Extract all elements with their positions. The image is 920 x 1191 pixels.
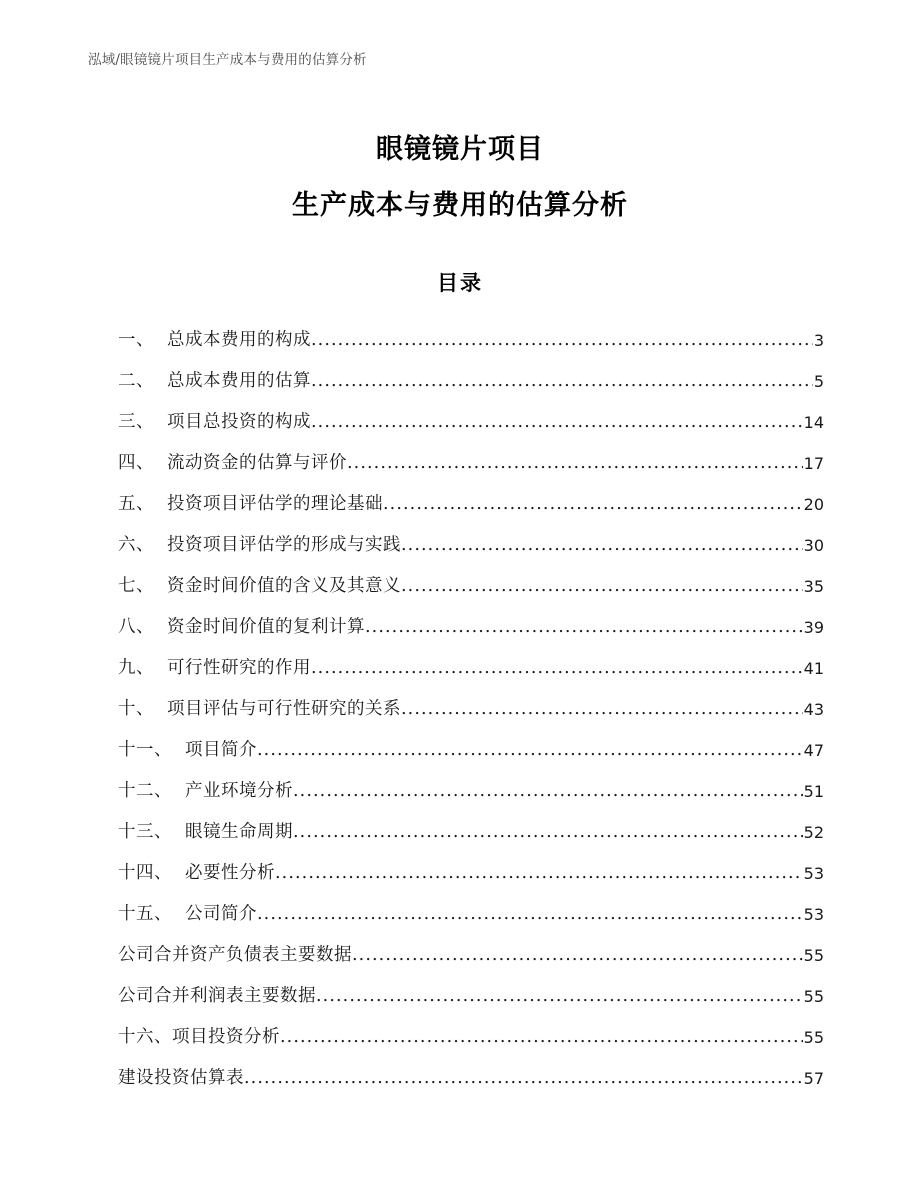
toc-entry[interactable] <box>118 525 824 566</box>
toc-entry-page-number: 55 <box>803 946 824 965</box>
toc-entry[interactable] <box>118 566 824 607</box>
toc-entry-label: 项目简介 <box>185 740 257 760</box>
toc-heading: 目录 <box>437 271 483 295</box>
toc-entry-page-number: 53 <box>803 905 824 924</box>
toc-entry-number: 十六、 <box>118 1027 172 1047</box>
toc-entry[interactable] <box>118 935 824 976</box>
toc-entry-number: 八、 <box>118 617 154 637</box>
toc-entry-page-number: 43 <box>803 700 824 719</box>
toc-entry-label: 必要性分析 <box>185 863 275 883</box>
toc-entry-label: 投资项目评估学的形成与实践 <box>167 535 401 555</box>
toc-entry-number: 十、 <box>118 699 154 719</box>
toc-dot-leader <box>257 894 803 935</box>
toc-entry[interactable] <box>118 443 824 484</box>
toc-entry[interactable] <box>118 1058 824 1099</box>
toc-entry[interactable] <box>118 320 824 361</box>
toc-entry-number: 四、 <box>118 453 154 473</box>
toc-dot-leader <box>311 402 803 443</box>
toc-entry-label: 总成本费用的估算 <box>167 371 311 391</box>
toc-dot-leader <box>311 648 803 689</box>
toc-dot-leader <box>311 320 813 361</box>
toc-entry-page-number: 55 <box>803 1028 824 1047</box>
toc-dot-leader <box>275 853 803 894</box>
toc-entry-number: 二、 <box>118 371 154 391</box>
table-of-contents <box>118 320 824 1099</box>
toc-entry-label: 公司简介 <box>185 904 257 924</box>
toc-entry-label: 项目总投资的构成 <box>167 412 311 432</box>
toc-entry-page-number: 5 <box>813 372 824 391</box>
toc-entry-page-number: 51 <box>803 782 824 801</box>
toc-entry-number: 一、 <box>118 330 154 350</box>
toc-entry-label: 资金时间价值的含义及其意义 <box>167 576 401 596</box>
toc-entry[interactable] <box>118 812 824 853</box>
toc-entry-number: 十五、 <box>118 904 172 924</box>
toc-entry[interactable] <box>118 894 824 935</box>
toc-dot-leader <box>257 730 803 771</box>
toc-entry[interactable] <box>118 607 824 648</box>
toc-entry-page-number: 20 <box>803 495 824 514</box>
toc-entry-page-number: 52 <box>803 823 824 842</box>
toc-entry-number: 五、 <box>118 494 154 514</box>
toc-entry[interactable] <box>118 1017 824 1058</box>
toc-entry-number: 七、 <box>118 576 154 596</box>
toc-entry[interactable] <box>118 648 824 689</box>
toc-dot-leader <box>293 812 803 853</box>
toc-entry-page-number: 14 <box>803 413 824 432</box>
toc-dot-leader <box>383 484 803 525</box>
toc-entry[interactable] <box>118 361 824 402</box>
toc-entry-page-number: 53 <box>803 864 824 883</box>
toc-entry-label: 项目评估与可行性研究的关系 <box>167 699 401 719</box>
toc-entry-number: 三、 <box>118 412 154 432</box>
toc-entry-label: 流动资金的估算与评价 <box>167 453 347 473</box>
toc-entry-page-number: 39 <box>803 618 824 637</box>
toc-entry-label: 公司合并资产负债表主要数据 <box>118 945 352 965</box>
toc-entry[interactable] <box>118 771 824 812</box>
running-header: 泓域/眼镜镜片项目生产成本与费用的估算分析 <box>88 52 367 68</box>
toc-entry-page-number: 41 <box>803 659 824 678</box>
toc-entry-label: 资金时间价值的复利计算 <box>167 617 365 637</box>
toc-entry-label: 项目投资分析 <box>172 1027 280 1047</box>
toc-entry-number: 十一、 <box>118 740 172 760</box>
toc-entry-page-number: 3 <box>813 331 824 350</box>
toc-entry-page-number: 35 <box>803 577 824 596</box>
toc-dot-leader <box>352 935 803 976</box>
toc-dot-leader <box>280 1017 803 1058</box>
document-title-line-2: 生产成本与费用的估算分析 <box>292 190 628 221</box>
toc-entry-label: 公司合并利润表主要数据 <box>118 986 316 1006</box>
toc-dot-leader <box>401 566 803 607</box>
toc-dot-leader <box>401 689 803 730</box>
toc-dot-leader <box>293 771 803 812</box>
title-block <box>0 122 920 234</box>
toc-dot-leader <box>316 976 803 1017</box>
toc-dot-leader <box>401 525 803 566</box>
toc-entry[interactable] <box>118 853 824 894</box>
toc-entry[interactable] <box>118 689 824 730</box>
toc-dot-leader <box>347 443 803 484</box>
toc-entry-number: 十二、 <box>118 781 172 801</box>
toc-entry-page-number: 17 <box>803 454 824 473</box>
toc-entry-page-number: 57 <box>803 1069 824 1088</box>
toc-entry-number: 十三、 <box>118 822 172 842</box>
toc-entry-label: 可行性研究的作用 <box>167 658 311 678</box>
toc-entry-page-number: 47 <box>803 741 824 760</box>
toc-dot-leader <box>365 607 803 648</box>
document-title-line-1: 眼镜镜片项目 <box>376 134 544 165</box>
toc-entry-page-number: 30 <box>803 536 824 555</box>
toc-entry-label: 眼镜生命周期 <box>185 822 293 842</box>
toc-entry-label: 建设投资估算表 <box>118 1068 244 1088</box>
toc-entry[interactable] <box>118 976 824 1017</box>
toc-entry-number: 十四、 <box>118 863 172 883</box>
toc-entry-number: 六、 <box>118 535 154 555</box>
toc-entry[interactable] <box>118 484 824 525</box>
toc-entry-label: 产业环境分析 <box>185 781 293 801</box>
toc-dot-leader <box>244 1058 803 1099</box>
toc-entry-label: 总成本费用的构成 <box>167 330 311 350</box>
toc-entry[interactable] <box>118 730 824 771</box>
toc-entry-page-number: 55 <box>803 987 824 1006</box>
toc-entry[interactable] <box>118 402 824 443</box>
toc-entry-number: 九、 <box>118 658 154 678</box>
toc-dot-leader <box>311 361 813 402</box>
toc-entry-label: 投资项目评估学的理论基础 <box>167 494 383 514</box>
